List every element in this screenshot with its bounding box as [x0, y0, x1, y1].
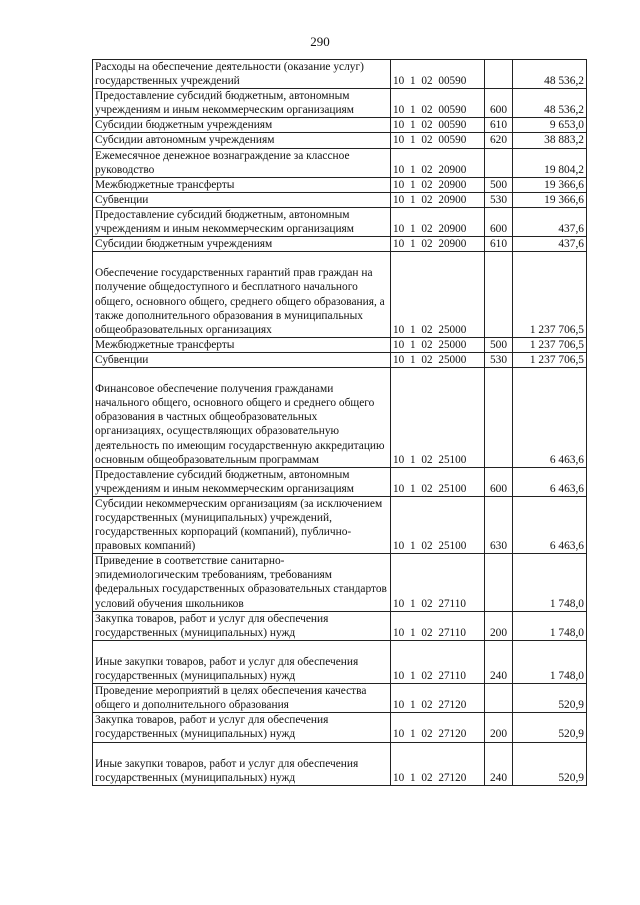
row-vr: 530 — [485, 192, 513, 207]
row-name: Субсидии бюджетным учреждениям — [93, 118, 391, 133]
row-code: 10 1 02 25000 — [391, 252, 485, 338]
row-amount: 48 536,2 — [513, 89, 587, 118]
row-code: 10 1 02 25100 — [391, 496, 485, 553]
row-vr: 600 — [485, 207, 513, 236]
row-code: 10 1 02 25100 — [391, 467, 485, 496]
row-name: Межбюджетные трансферты — [93, 177, 391, 192]
row-amount: 38 883,2 — [513, 133, 587, 148]
row-name: Ежемесячное денежное вознаграждение за классное руководство — [93, 148, 391, 177]
row-amount: 1 748,0 — [513, 554, 587, 611]
row-amount: 437,6 — [513, 207, 587, 236]
row-amount: 1 237 706,5 — [513, 352, 587, 367]
page-number: 290 — [310, 34, 330, 49]
row-name: Обеспечение государственных гарантий прав граждан на получение общедоступного и бесплатного начального общего, основного общего, среднего общего образования, а также дополнительного образования в муниципальных общеобразовательных организациях — [93, 252, 391, 338]
row-vr — [485, 252, 513, 338]
row-name: Приведение в соответствие санитарно-эпидемиологическим требованиям, требованиям федеральных государственных образовательных стандартов условий обучения школьников — [93, 554, 391, 611]
row-code: 10 1 02 27110 — [391, 611, 485, 640]
row-vr: 240 — [485, 640, 513, 683]
row-name: Проведение мероприятий в целях обеспечения качества общего и дополнительного образования — [93, 684, 391, 713]
row-vr: 530 — [485, 352, 513, 367]
row-amount: 437,6 — [513, 237, 587, 252]
table-row — [93, 496, 587, 553]
row-vr: 200 — [485, 611, 513, 640]
row-vr — [485, 554, 513, 611]
row-code: 10 1 02 27110 — [391, 640, 485, 683]
table-row — [93, 352, 587, 367]
row-amount: 1 748,0 — [513, 640, 587, 683]
row-code: 10 1 02 27120 — [391, 684, 485, 713]
row-code: 10 1 02 20900 — [391, 192, 485, 207]
row-name: Предоставление субсидий бюджетным, автономным учреждениям и иным некоммерческим организациям — [93, 207, 391, 236]
table-row — [93, 611, 587, 640]
table-row — [93, 177, 587, 192]
row-name: Субсидии автономным учреждениям — [93, 133, 391, 148]
table-row — [93, 192, 587, 207]
row-amount: 1 237 706,5 — [513, 337, 587, 352]
row-name: Закупка товаров, работ и услуг для обеспечения государственных (муниципальных) нужд — [93, 713, 391, 742]
row-vr — [485, 60, 513, 89]
row-code: 10 1 02 27120 — [391, 713, 485, 742]
row-code: 10 1 02 20900 — [391, 207, 485, 236]
table-row — [93, 640, 587, 683]
row-name: Предоставление субсидий бюджетным, автономным учреждениям и иным некоммерческим организациям — [93, 89, 391, 118]
row-vr: 200 — [485, 713, 513, 742]
row-amount: 48 536,2 — [513, 60, 587, 89]
row-vr: 610 — [485, 237, 513, 252]
row-code: 10 1 02 20900 — [391, 177, 485, 192]
row-code: 10 1 02 25100 — [391, 368, 485, 468]
row-code: 10 1 02 20900 — [391, 148, 485, 177]
row-vr: 500 — [485, 337, 513, 352]
row-name: Межбюджетные трансферты — [93, 337, 391, 352]
budget-table-body — [93, 60, 587, 786]
row-name: Субвенции — [93, 192, 391, 207]
row-amount: 9 653,0 — [513, 118, 587, 133]
row-amount: 520,9 — [513, 684, 587, 713]
row-amount: 6 463,6 — [513, 368, 587, 468]
row-code: 10 1 02 27120 — [391, 742, 485, 785]
row-vr: 600 — [485, 467, 513, 496]
row-vr — [485, 684, 513, 713]
row-code: 10 1 02 00590 — [391, 118, 485, 133]
row-vr: 500 — [485, 177, 513, 192]
table-row — [93, 713, 587, 742]
table-row — [93, 118, 587, 133]
row-name: Расходы на обеспечение деятельности (оказание услуг) государственных учреждений — [93, 60, 391, 89]
row-name: Субсидии некоммерческим организациям (за исключением государственных (муниципальных) учреждений, государственных корпораций (компаний), публично-правовых компаний) — [93, 496, 391, 553]
table-row — [93, 207, 587, 236]
row-code: 10 1 02 27110 — [391, 554, 485, 611]
table-row — [93, 89, 587, 118]
row-vr: 600 — [485, 89, 513, 118]
row-vr: 610 — [485, 118, 513, 133]
row-vr — [485, 368, 513, 468]
row-amount: 1 748,0 — [513, 611, 587, 640]
table-row — [93, 337, 587, 352]
table-row — [93, 133, 587, 148]
row-vr: 630 — [485, 496, 513, 553]
row-name: Субсидии бюджетным учреждениям — [93, 237, 391, 252]
table-row — [93, 252, 587, 338]
row-amount: 19 366,6 — [513, 192, 587, 207]
row-name: Предоставление субсидий бюджетным, автономным учреждениям и иным некоммерческим организациям — [93, 467, 391, 496]
row-name: Иные закупки товаров, работ и услуг для обеспечения государственных (муниципальных) нужд — [93, 640, 391, 683]
budget-table — [92, 59, 587, 786]
row-code: 10 1 02 20900 — [391, 237, 485, 252]
row-amount: 6 463,6 — [513, 467, 587, 496]
row-code: 10 1 02 25000 — [391, 337, 485, 352]
row-code: 10 1 02 00590 — [391, 133, 485, 148]
row-amount: 520,9 — [513, 742, 587, 785]
row-name: Иные закупки товаров, работ и услуг для обеспечения государственных (муниципальных) нужд — [93, 742, 391, 785]
row-amount: 19 804,2 — [513, 148, 587, 177]
row-vr — [485, 148, 513, 177]
table-row — [93, 368, 587, 468]
table-row — [93, 148, 587, 177]
row-amount: 1 237 706,5 — [513, 252, 587, 338]
table-row — [93, 742, 587, 785]
row-code: 10 1 02 00590 — [391, 60, 485, 89]
row-vr: 620 — [485, 133, 513, 148]
row-code: 10 1 02 25000 — [391, 352, 485, 367]
table-row — [93, 467, 587, 496]
table-row — [93, 237, 587, 252]
row-name: Субвенции — [93, 352, 391, 367]
table-row — [93, 60, 587, 89]
table-row — [93, 554, 587, 611]
row-code: 10 1 02 00590 — [391, 89, 485, 118]
row-vr: 240 — [485, 742, 513, 785]
row-amount: 19 366,6 — [513, 177, 587, 192]
row-amount: 520,9 — [513, 713, 587, 742]
table-row — [93, 684, 587, 713]
row-name: Финансовое обеспечение получения гражданами начального общего, основного общего и среднего общего образования в частных общеобразовательных организациях, осуществляющих образовательную деятельность по имеющим государственную аккредитацию основным общеобразовательным программам — [93, 368, 391, 468]
row-name: Закупка товаров, работ и услуг для обеспечения государственных (муниципальных) нужд — [93, 611, 391, 640]
row-amount: 6 463,6 — [513, 496, 587, 553]
